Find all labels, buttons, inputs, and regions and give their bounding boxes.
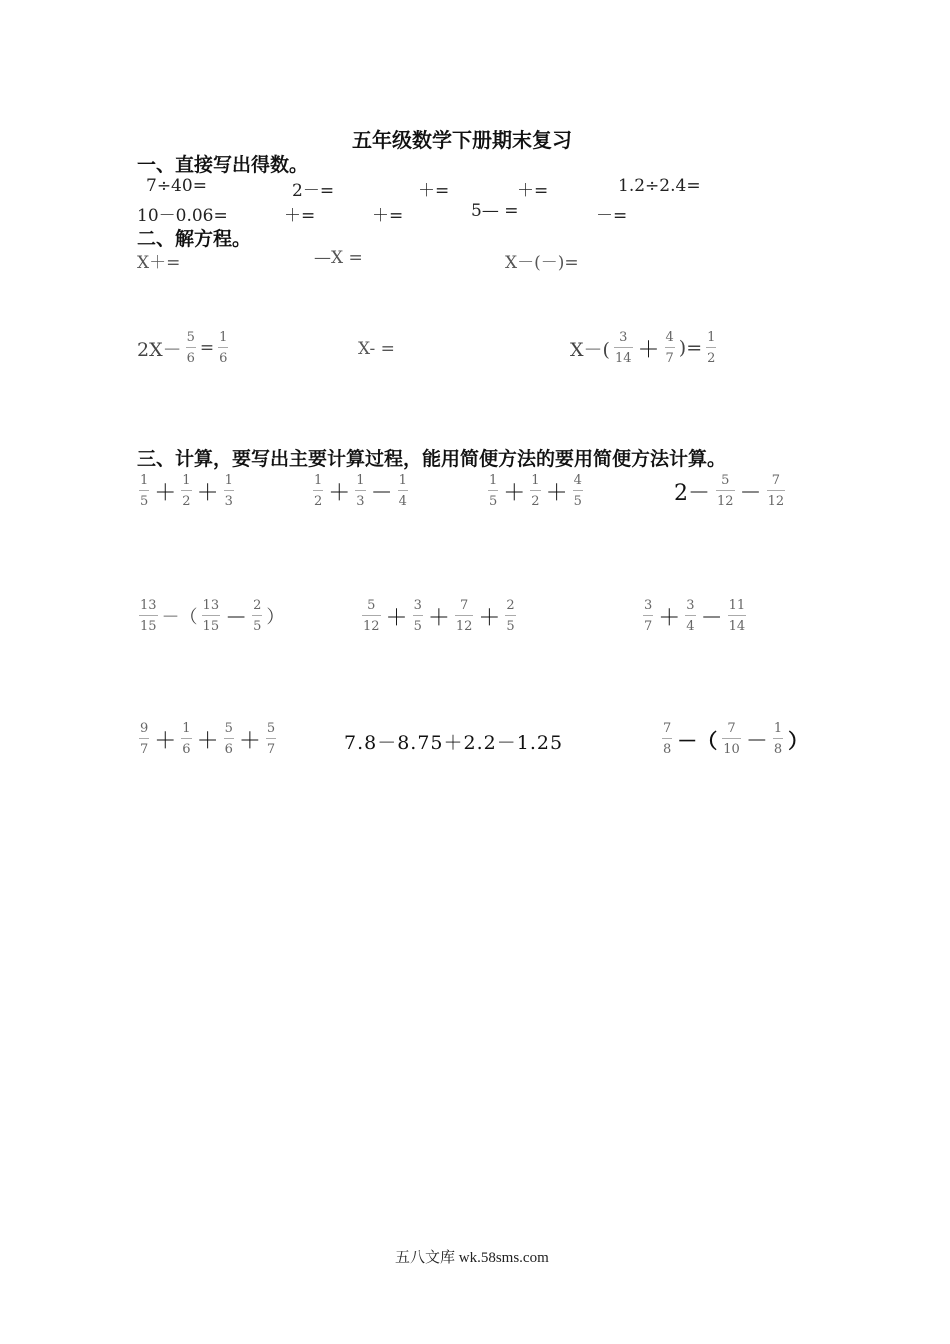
denominator: 5 (506, 619, 515, 634)
fraction-bar (614, 347, 633, 348)
fraction-bar (573, 490, 583, 491)
numerator: 7 (663, 721, 672, 736)
numerator: 2 (506, 598, 515, 613)
fraction-bar (266, 738, 276, 739)
numerator: 1 (224, 473, 233, 488)
fraction-bar (685, 615, 695, 616)
footer-watermark: 五八文库 wk.58sms.com (395, 1250, 549, 1266)
problem-text: 1.2÷2.4= (618, 176, 701, 196)
fraction-bar (186, 347, 196, 348)
denominator: 7 (644, 619, 653, 634)
numerator: 5 (224, 721, 233, 736)
fraction (355, 473, 365, 509)
calc-problem (311, 473, 410, 509)
equation (137, 330, 230, 366)
calc-problem (486, 473, 585, 509)
problem-text: ＋= (372, 206, 404, 226)
numerator: 5 (186, 330, 195, 345)
operator: － (370, 480, 393, 506)
fraction (398, 473, 408, 509)
operator: ＋ (328, 480, 351, 506)
operator: － (700, 605, 723, 631)
equation-tail: )= (678, 337, 703, 359)
fraction-bar (662, 738, 672, 739)
calc-problem (660, 721, 811, 757)
calc-problem (674, 473, 787, 509)
denominator: 5 (253, 619, 262, 634)
fraction-bar (224, 490, 234, 491)
fraction (252, 598, 262, 634)
fraction (139, 473, 149, 509)
fraction (139, 721, 149, 757)
operator: －（ (161, 607, 198, 628)
fraction-bar (181, 738, 191, 739)
fraction (662, 721, 672, 757)
numerator: 1 (356, 473, 365, 488)
denominator: 7 (665, 351, 674, 366)
close-paren: ） (788, 728, 809, 753)
operator: ＋ (658, 605, 681, 631)
fraction-bar (252, 615, 262, 616)
denominator: 6 (182, 742, 191, 757)
denominator: 6 (224, 742, 233, 757)
close-paren: ） (266, 607, 285, 628)
fraction-bar (218, 347, 228, 348)
fraction (413, 598, 423, 634)
fraction (773, 721, 783, 757)
fraction (614, 330, 633, 366)
operator: －（ (677, 728, 718, 753)
section-3-heading: 三、计算，要写出主要计算过程，能用简便方法的要用简便方法计算。 (137, 448, 727, 470)
fraction-bar (139, 490, 149, 491)
numerator: 1 (707, 330, 716, 345)
fraction-bar (530, 490, 540, 491)
denominator: 5 (140, 494, 149, 509)
equation-text: X＋= (137, 253, 181, 273)
denominator: 7 (140, 742, 149, 757)
denominator: 10 (723, 742, 740, 757)
section-2-heading: 二、解方程。 (137, 228, 252, 250)
denominator: 12 (767, 494, 785, 509)
numerator: 1 (489, 473, 498, 488)
problem-text: 2－= (292, 181, 335, 201)
denominator: 6 (186, 351, 195, 366)
denominator: 4 (398, 494, 407, 509)
denominator: 3 (356, 494, 365, 509)
fraction (202, 598, 221, 634)
fraction (181, 473, 191, 509)
fraction-bar (716, 490, 735, 491)
operator: ＋ (196, 728, 219, 754)
numerator: 13 (202, 598, 220, 613)
equation (570, 330, 718, 366)
lead-term: 2－ (674, 480, 710, 506)
calc-problem (137, 473, 236, 509)
section-1-heading: 一、直接写出得数。 (137, 154, 309, 176)
denominator: 4 (686, 619, 695, 634)
fraction (505, 598, 515, 634)
operator: ＋ (154, 728, 177, 754)
numerator: 5 (721, 473, 730, 488)
fraction (728, 598, 747, 634)
fraction-bar (202, 615, 221, 616)
operator: ＋ (238, 728, 261, 754)
numerator: 1 (182, 721, 191, 736)
fraction-bar (488, 490, 498, 491)
numerator: 3 (686, 598, 695, 613)
denominator: 3 (224, 494, 233, 509)
page-title: 五年级数学下册期末复习 (352, 128, 572, 152)
denominator: 5 (413, 619, 422, 634)
fraction (181, 721, 191, 757)
denominator: 12 (363, 619, 380, 634)
fraction-bar (455, 615, 474, 616)
operator: － (739, 480, 762, 506)
fraction (573, 473, 583, 509)
problem-text: －= (596, 206, 628, 226)
denominator: 8 (663, 742, 672, 757)
fraction (716, 473, 735, 509)
numerator: 3 (413, 598, 422, 613)
operator: ＋ (385, 605, 408, 631)
problem-text: ＋= (418, 181, 450, 201)
numerator: 13 (140, 598, 157, 613)
denominator: 12 (717, 494, 734, 509)
denominator: 2 (707, 351, 716, 366)
numerator: 3 (644, 598, 653, 613)
calc-problem (360, 598, 518, 634)
fraction-bar (767, 490, 786, 491)
denominator: 15 (202, 619, 220, 634)
operator: － (745, 728, 768, 754)
equation-lead: 2X－ (137, 338, 182, 361)
numerator: 9 (140, 721, 149, 736)
numerator: 1 (314, 473, 323, 488)
fraction (224, 473, 234, 509)
equation-text: X- = (358, 339, 395, 359)
denominator: 2 (182, 494, 191, 509)
fraction (767, 473, 786, 509)
fraction (706, 330, 716, 366)
operator: ＋ (154, 480, 177, 506)
fraction (139, 598, 158, 634)
fraction-bar (139, 738, 149, 739)
equation-text: —X = (314, 248, 363, 268)
numerator: 1 (219, 330, 228, 345)
fraction (266, 721, 276, 757)
equation-text: X－(－)= (505, 253, 579, 273)
numerator: 1 (140, 473, 149, 488)
numerator: 5 (266, 721, 276, 736)
fraction-bar (643, 615, 653, 616)
fraction (722, 721, 741, 757)
fraction-bar (362, 615, 381, 616)
denominator: 2 (314, 494, 323, 509)
fraction (186, 330, 196, 366)
fraction (685, 598, 695, 634)
numerator: 4 (573, 473, 582, 488)
fraction-bar (181, 490, 191, 491)
numerator: 1 (531, 473, 540, 488)
denominator: 7 (266, 742, 276, 757)
denominator: 8 (773, 742, 783, 757)
equation-lead: X－( (570, 338, 610, 361)
fraction-bar (313, 490, 323, 491)
fraction-bar (722, 738, 741, 739)
operator: ＋ (503, 480, 526, 506)
numerator: 2 (253, 598, 262, 613)
operator: ＋ (478, 605, 501, 631)
problem-text: 7÷40= (146, 176, 207, 196)
denominator: 12 (455, 619, 473, 634)
numerator: 4 (665, 330, 674, 345)
numerator: 7 (727, 721, 736, 736)
fraction (218, 330, 228, 366)
denominator: 6 (219, 351, 228, 366)
fraction-bar (706, 347, 716, 348)
numerator: 1 (398, 473, 407, 488)
fraction-bar (665, 347, 675, 348)
denominator: 5 (573, 494, 582, 509)
fraction-bar (505, 615, 515, 616)
calc-problem (641, 598, 748, 634)
fraction (455, 598, 474, 634)
operator: － (225, 605, 248, 631)
operator: ＋ (545, 480, 568, 506)
fraction-bar (398, 490, 408, 491)
problem-text: 10－0.06= (137, 206, 228, 226)
fraction (530, 473, 540, 509)
operator: ＋ (427, 605, 450, 631)
denominator: 15 (140, 619, 157, 634)
fraction (488, 473, 498, 509)
numerator: 1 (773, 721, 783, 736)
fraction (224, 721, 234, 757)
numerator: 5 (367, 598, 376, 613)
calc-problem (137, 598, 286, 634)
fraction-bar (224, 738, 234, 739)
problem-text: 5— = (471, 201, 519, 221)
calc-problem-decimal: 7.8－8.75＋2.2－1.25 (344, 732, 564, 754)
fraction-bar (728, 615, 747, 616)
denominator: 14 (728, 619, 746, 634)
problem-text: ＋= (517, 181, 549, 201)
fraction-bar (413, 615, 423, 616)
operator: ＋ (637, 337, 660, 363)
numerator: 7 (771, 473, 780, 488)
fraction (665, 330, 675, 366)
numerator: 3 (619, 330, 628, 345)
denominator: 2 (531, 494, 540, 509)
fraction-bar (139, 615, 158, 616)
operator: ＋ (196, 480, 219, 506)
fraction (313, 473, 323, 509)
numerator: 1 (182, 473, 191, 488)
calc-problem (137, 721, 278, 757)
numerator: 7 (459, 598, 469, 613)
fraction-bar (355, 490, 365, 491)
denominator: 5 (489, 494, 498, 509)
fraction (643, 598, 653, 634)
denominator: 14 (614, 351, 632, 366)
problem-text: ＋= (284, 206, 316, 226)
fraction-bar (773, 738, 783, 739)
numerator: 11 (728, 598, 746, 613)
equals-sign: = (199, 338, 215, 358)
fraction (362, 598, 381, 634)
